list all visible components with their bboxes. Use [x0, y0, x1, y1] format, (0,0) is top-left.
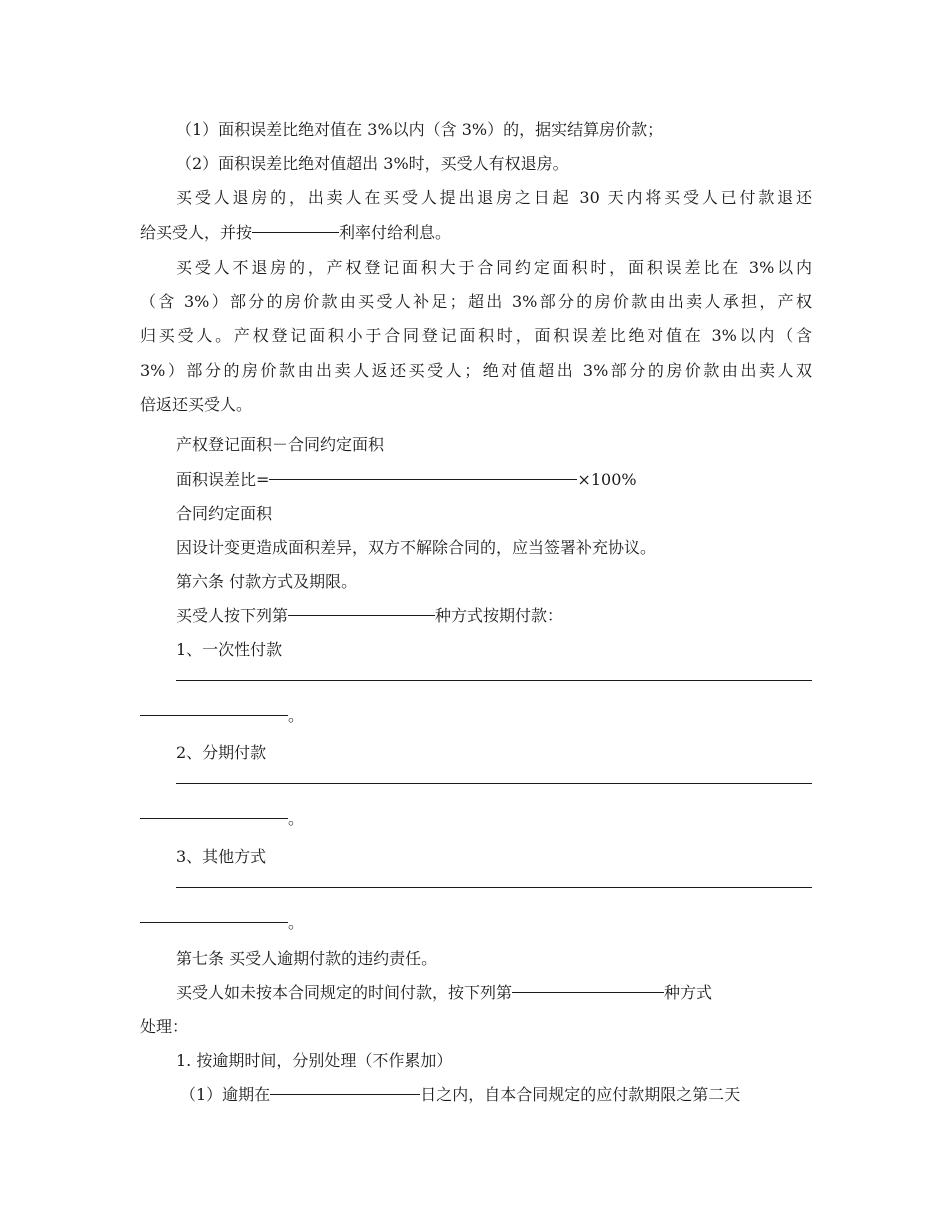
- payment-option-2-blank: [176, 783, 812, 784]
- formula-denominator: 合同约定面积: [176, 504, 273, 523]
- area-error-item-1: （1）面积误差比绝对值在 3%以内（含 3%）的，据实结算房价款；: [176, 120, 664, 139]
- payment-method-blank: [288, 615, 435, 616]
- payment-option-2-blank-tail: [140, 818, 288, 819]
- article-6-text-before-blank: 买受人按下列第: [176, 606, 289, 625]
- refund-paragraph-line-2: [140, 222, 812, 244]
- payment-option-3: 3、其他方式: [176, 847, 267, 866]
- article-7-line-1: [176, 982, 812, 1004]
- payment-option-3-blank-end: [140, 912, 812, 934]
- payment-option-2-period: 。: [288, 809, 305, 828]
- overdue-handling-title: 1. 按逾期时间，分别处理（不作累加）: [176, 1051, 453, 1070]
- article-7-title: 第七条 买受人逾期付款的违约责任。: [176, 949, 438, 968]
- refund-text-before-blank: 给买受人，并按: [140, 223, 253, 242]
- article-6-text-after-blank: 种方式按期付款：: [435, 606, 564, 625]
- breach-method-blank: [512, 992, 664, 993]
- fraction-bar: [269, 479, 577, 480]
- payment-option-1: 1、一次性付款: [176, 640, 283, 659]
- payment-option-1-blank-end: [140, 705, 812, 727]
- article-7-text-after-blank: 种方式: [664, 983, 713, 1002]
- article-6-title: 第六条 付款方式及期限。: [176, 572, 358, 591]
- overdue-item-1-text-after-blank: 日之内，自本合同规定的应付款期限之第二天: [420, 1085, 741, 1104]
- formula-numerator: 产权登记面积－合同约定面积: [176, 435, 385, 454]
- payment-option-1-blank: [176, 680, 812, 681]
- no-refund-line-2: （含 3%）部分的房价款由买受人补足；超出 3%部分的房价款由出卖人承担，产权: [140, 292, 812, 311]
- payment-option-3-blank: [176, 887, 812, 888]
- payment-option-2-blank-end: [140, 808, 812, 830]
- article-7-line-2: 处理：: [140, 1017, 189, 1036]
- overdue-item-1: [180, 1084, 812, 1106]
- article-6-instruction: [176, 605, 812, 627]
- interest-rate-blank: [252, 232, 339, 233]
- payment-option-2: 2、分期付款: [176, 743, 267, 762]
- no-refund-line-1: 买受人不退房的，产权登记面积大于合同约定面积时，面积误差比在 3%以内: [176, 258, 812, 277]
- refund-paragraph-line-1: 买受人退房的，出卖人在买受人提出退房之日起 30 天内将买受人已付款退还: [176, 188, 812, 207]
- area-error-item-2: （2）面积误差比绝对值超出 3%时，买受人有权退房。: [176, 154, 569, 173]
- payment-option-1-blank-tail: [140, 715, 288, 716]
- design-change-clause: 因设计变更造成面积差异，双方不解除合同的，应当签署补充协议。: [176, 538, 657, 557]
- overdue-days-blank: [270, 1094, 420, 1095]
- refund-text-after-blank: 利率付给利息。: [339, 223, 452, 242]
- payment-option-3-period: 。: [288, 913, 305, 932]
- no-refund-line-3: 归买受人。产权登记面积小于合同登记面积时，面积误差比绝对值在 3%以内（含: [140, 326, 812, 345]
- payment-option-3-blank-tail: [140, 922, 288, 923]
- formula-label: 面积误差比=: [176, 470, 270, 489]
- overdue-item-1-text-before-blank: （1）逾期在: [180, 1085, 271, 1104]
- formula-line: [176, 469, 812, 491]
- no-refund-line-4: 3%）部分的房价款由出卖人返还买受人；绝对值超出 3%部分的房价款由出卖人双: [140, 361, 812, 380]
- payment-option-1-period: 。: [288, 706, 305, 725]
- no-refund-line-5: 倍返还买受人。: [140, 395, 253, 414]
- formula-suffix: ×100%: [577, 470, 637, 489]
- article-7-text-before-blank: 买受人如未按本合同规定的时间付款，按下列第: [176, 983, 513, 1002]
